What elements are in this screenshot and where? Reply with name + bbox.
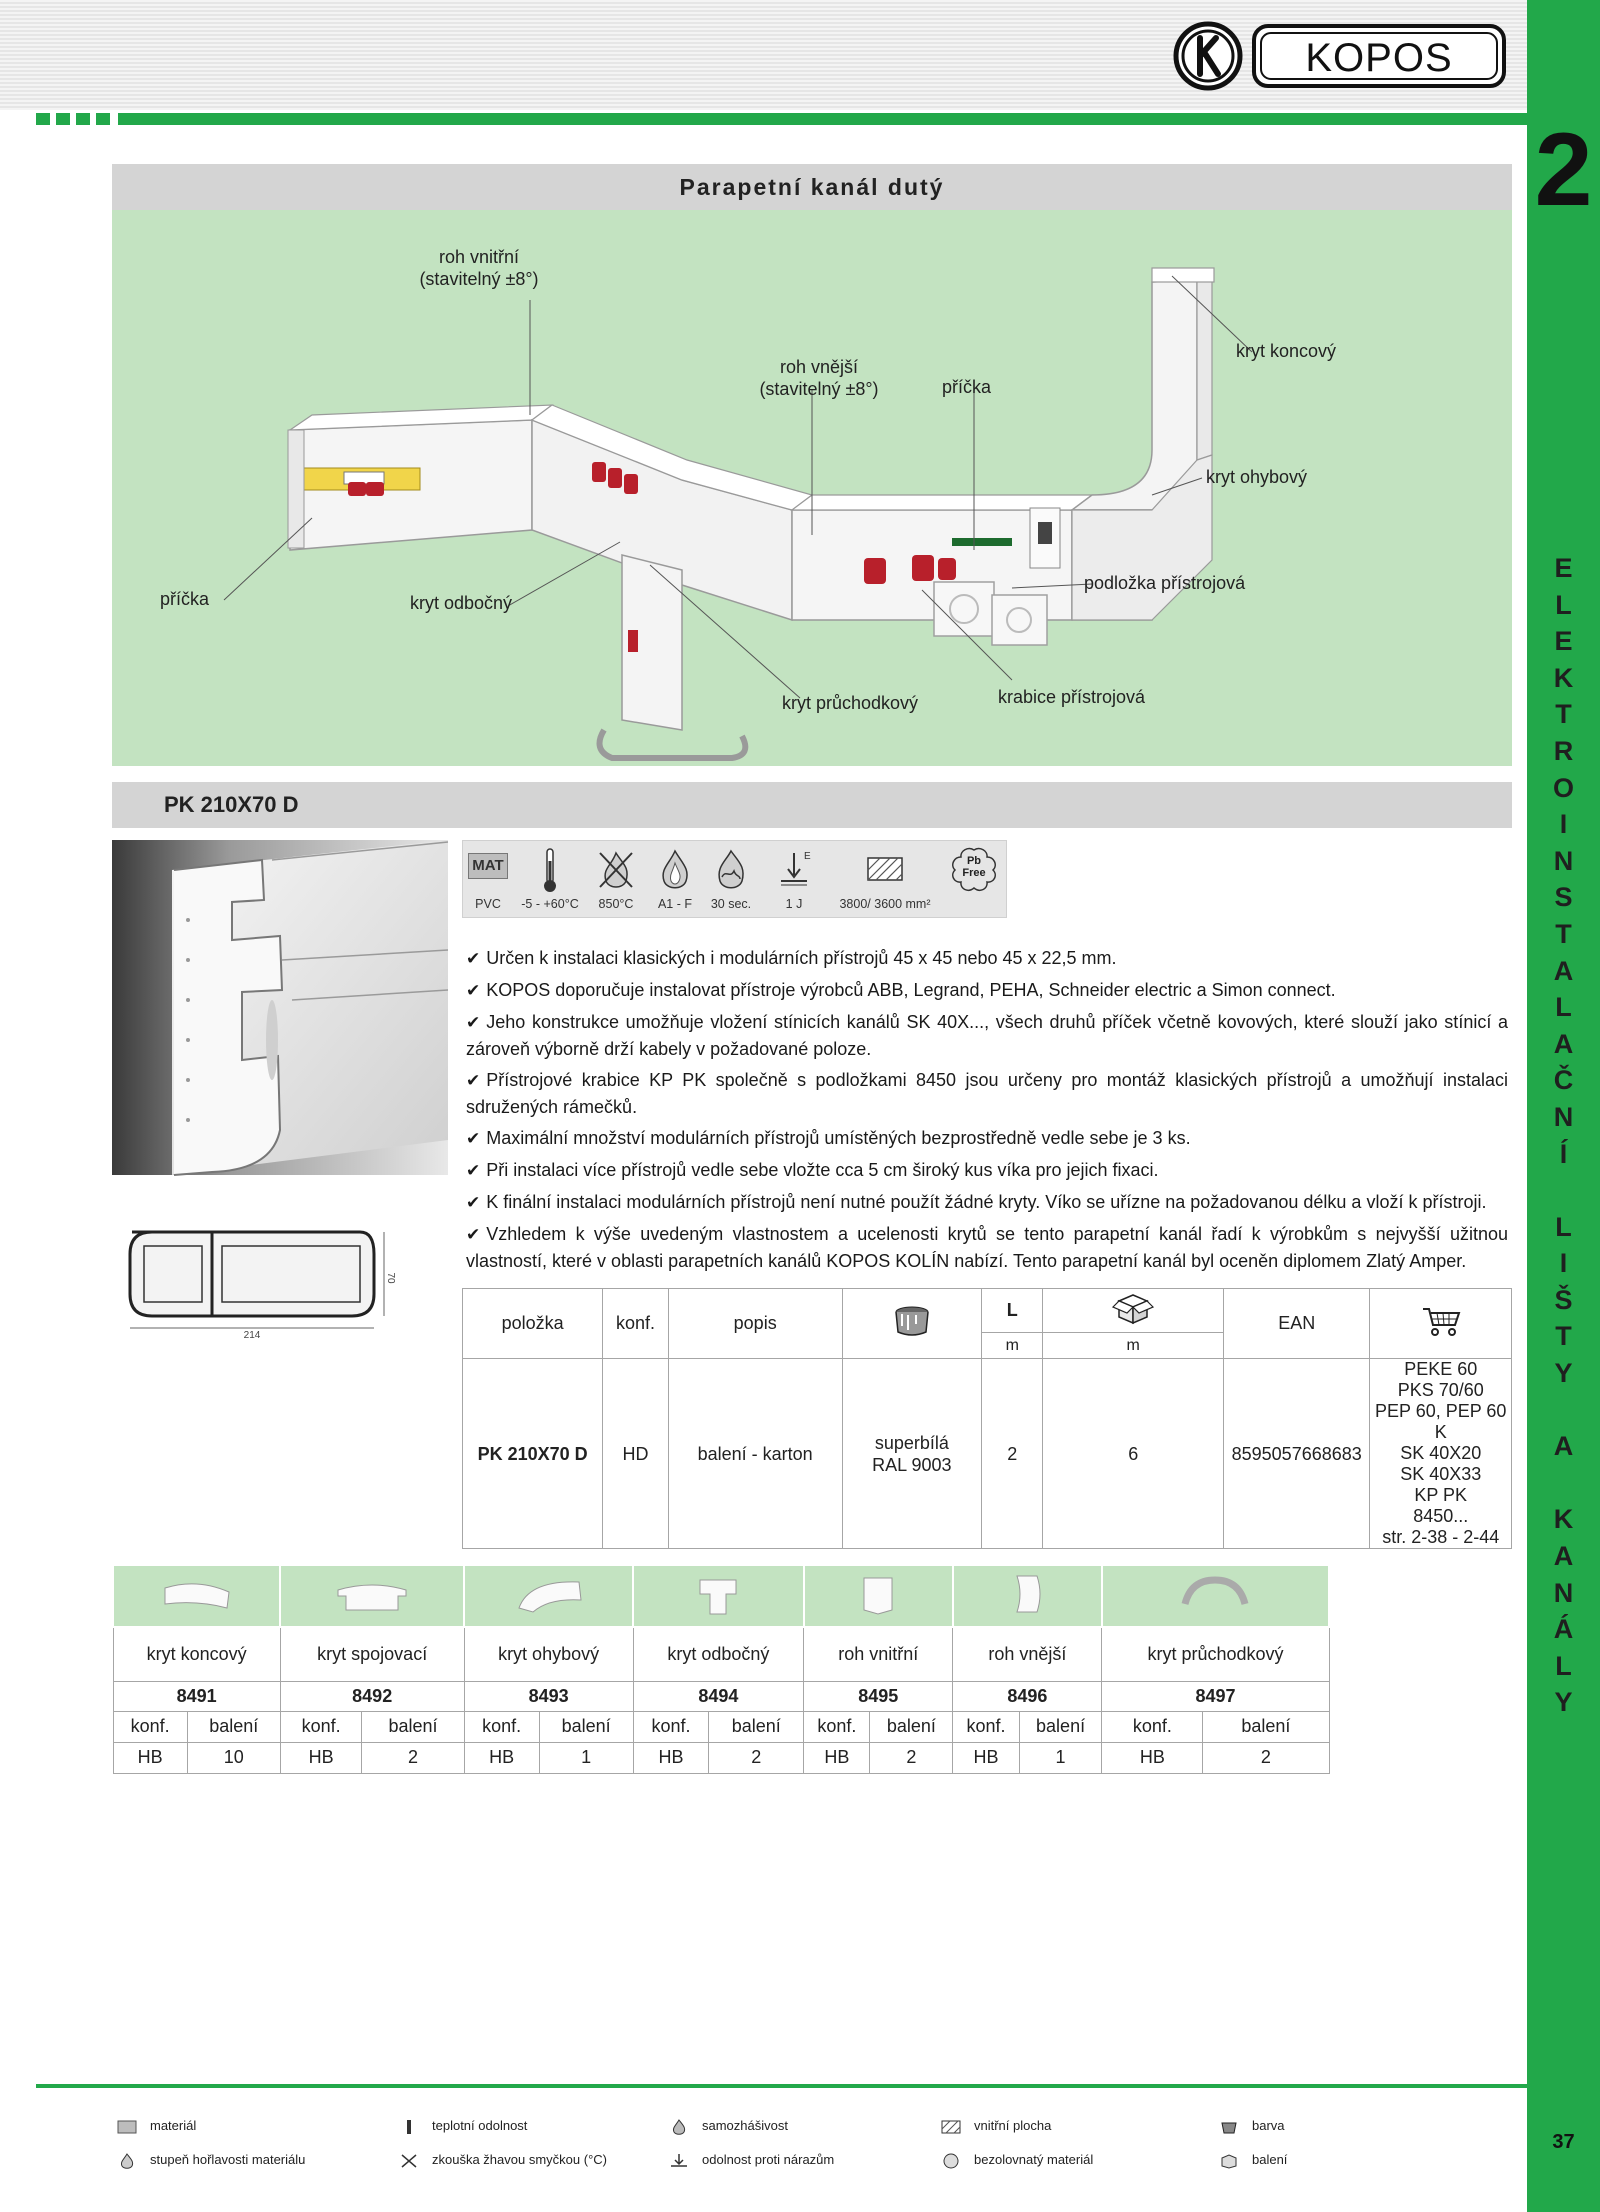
vertical-title-letter: K <box>1553 1504 1574 1535</box>
feature-text: Jeho konstrukce umožňuje vložení stínicích kanálů SK 40X..., všech druhů příček včetně kovových, které slouží jako stínicí a zároveň výborně drží kabely v požadované poloze. <box>466 1012 1508 1059</box>
vertical-title-letter: S <box>1554 882 1573 913</box>
header-square <box>56 113 70 125</box>
vertical-title-letter: Y <box>1554 1687 1573 1718</box>
vertical-title-letter: N <box>1553 845 1574 876</box>
accessory-subheader: balení <box>870 1711 953 1742</box>
accessory-ref: 8450... <box>1413 1506 1469 1526</box>
accessory-subheader: konf. <box>633 1711 709 1742</box>
accessory-code: 8496 <box>953 1681 1102 1711</box>
callout-kryt-pruchodkovy: kryt průchodkový <box>782 693 919 713</box>
accessory-name: kryt ohybový <box>464 1627 633 1681</box>
page-title: Parapetní kanál dutý <box>112 164 1512 210</box>
accessory-image <box>804 1565 953 1627</box>
mat-icon <box>468 853 508 879</box>
mat-icon <box>118 2120 136 2134</box>
callout-podlozka: podložka přístrojová <box>1084 573 1246 593</box>
accessory-baleni: 2 <box>1203 1742 1329 1773</box>
accessory-subheader: balení <box>709 1711 804 1742</box>
legend-label: teplotní odolnost <box>432 2118 528 2133</box>
legend-item <box>670 2118 788 2134</box>
impact-icon <box>777 849 811 889</box>
assembly-diagram <box>112 210 1512 766</box>
accessory-konf: HB <box>464 1742 539 1773</box>
legend-item <box>942 2152 1093 2168</box>
cell-color <box>842 1359 982 1549</box>
vertical-title-letter: R <box>1553 735 1574 766</box>
accessory-name: kryt odbočný <box>633 1627 804 1681</box>
accessory-thumbnail <box>1175 1570 1255 1618</box>
inner-area-cell <box>829 841 941 919</box>
vertical-title-letter: A <box>1553 1028 1574 1059</box>
impact-icon <box>670 2154 688 2168</box>
accessory-subheader: balení <box>362 1711 464 1742</box>
accessory-konf: HB <box>804 1742 870 1773</box>
accessory-thumbnail <box>157 1570 237 1618</box>
accessory-value-row <box>113 1742 1329 1773</box>
vertical-title-letter: L <box>1555 992 1572 1023</box>
legend-label: bezolovnatý materiál <box>974 2152 1094 2167</box>
legend-item <box>942 2118 1051 2134</box>
accessory-image <box>633 1565 804 1627</box>
accessory-image <box>280 1565 464 1627</box>
product-code-bar: PK 210X70 D <box>112 782 1512 828</box>
accessory-konf: HB <box>953 1742 1019 1773</box>
accessory-ref: PKS 70/60 <box>1397 1380 1484 1400</box>
cell-popis: balení - karton <box>668 1359 842 1549</box>
svg-text:KOPOS: KOPOS <box>1305 36 1453 80</box>
accessory-thumbnail <box>332 1570 412 1618</box>
property-icons <box>462 840 1007 918</box>
temperature-value: -5 - +60°C <box>521 897 579 911</box>
accessory-image <box>953 1565 1102 1627</box>
accessory-subheader: konf. <box>280 1711 362 1742</box>
callout-sublabel: (stavitelný ±8°) <box>759 379 879 399</box>
accessory-thumbnail <box>678 1570 758 1618</box>
accessory-name: kryt spojovací <box>280 1627 464 1681</box>
feature-text: Maximální množství modulárních přístrojů umístěných bezprostředně vedle sebe je 3 ks. <box>486 1128 1191 1148</box>
accessory-code-row <box>113 1681 1329 1711</box>
vertical-title-letter: T <box>1555 1321 1572 1352</box>
legend-label: stupeň hořlavosti materiálu <box>150 2152 306 2167</box>
accessory-baleni: 2 <box>870 1742 953 1773</box>
accessory-subheader: konf. <box>464 1711 539 1742</box>
accessory-code: 8491 <box>113 1681 280 1711</box>
box-icon <box>1220 2154 1238 2168</box>
accessory-image-row <box>113 1565 1329 1627</box>
vertical-title <box>1527 550 1600 1721</box>
kopos-logo <box>1170 20 1510 92</box>
cell-konf: HD <box>603 1359 668 1549</box>
feature-item <box>466 1189 1508 1216</box>
accessory-name-row <box>113 1627 1329 1681</box>
accessory-image <box>464 1565 633 1627</box>
glow-wire-icon <box>400 2154 418 2168</box>
legend-label: barva <box>1252 2118 1285 2133</box>
feature-item <box>466 1009 1508 1062</box>
glow-wire-icon <box>596 849 636 891</box>
vertical-title-letter <box>1527 1392 1600 1429</box>
feature-list <box>466 945 1508 1279</box>
thermometer-icon <box>400 2120 418 2134</box>
cell-length: 2 <box>982 1359 1043 1549</box>
accessory-image <box>1102 1565 1329 1627</box>
paint-bucket-icon <box>892 1304 932 1338</box>
color-ral: RAL 9003 <box>872 1454 952 1475</box>
header-square <box>96 113 110 125</box>
header-green-rule <box>118 113 1527 125</box>
pb-free-label: Pb Free <box>962 855 986 879</box>
check-icon: ✔ <box>466 1071 481 1090</box>
feature-text: Při instalaci více přístrojů vedle sebe vložte cca 5 cm široký kus víka pro jejich fixaci. <box>486 1160 1159 1180</box>
header-square <box>36 113 50 125</box>
accessory-ref: SK 40X20 <box>1400 1443 1482 1463</box>
header-square <box>76 113 90 125</box>
legend-label: vnitřní plocha <box>974 2118 1052 2133</box>
accessory-code: 8492 <box>280 1681 464 1711</box>
material-cell <box>463 841 513 919</box>
legend-label: balení <box>1252 2152 1288 2167</box>
feature-text: KOPOS doporučuje instalovat přístroje výrobců ABB, Legrand, PEHA, Schneider electric a Simon connect. <box>486 980 1336 1000</box>
legend-item <box>118 2152 305 2168</box>
callout-roh-vnitrni <box>394 246 564 290</box>
flammability-cell <box>647 841 703 919</box>
accessory-name: roh vnější <box>953 1627 1102 1681</box>
col-ean: EAN <box>1223 1289 1369 1359</box>
mat-label: MAT <box>472 857 504 874</box>
vertical-title-letter: T <box>1555 918 1572 949</box>
accessory-subheader: konf. <box>804 1711 870 1742</box>
accessory-ref: KP PK <box>1414 1485 1468 1505</box>
vertical-title-letter <box>1527 1172 1600 1209</box>
vertical-title-letter: E <box>1554 553 1573 583</box>
vertical-title-letter: Í <box>1559 1138 1568 1169</box>
feature-text: Přístrojové krabice KP PK společně s podložkami 8450 jsou určeny pro montáž klasických přístrojů a umožňují instalaci sdružených rámečků. <box>466 1070 1508 1117</box>
vertical-title-letter: Y <box>1554 1358 1573 1389</box>
cell-ean: 8595057668683 <box>1223 1359 1369 1549</box>
check-icon: ✔ <box>466 949 481 968</box>
legend-item <box>670 2152 834 2168</box>
vertical-title-letter: Š <box>1554 1284 1573 1315</box>
col-popis: popis <box>668 1289 842 1359</box>
callout-krabice: krabice přístrojová <box>998 687 1146 707</box>
accessory-name: kryt průchodkový <box>1102 1627 1329 1681</box>
vertical-title-letter: N <box>1553 1577 1574 1608</box>
feature-text: Určen k instalaci klasických i modulárních přístrojů 45 x 45 nebo 45 x 22,5 mm. <box>486 948 1117 968</box>
legend-label: materiál <box>150 2118 197 2133</box>
accessory-code: 8494 <box>633 1681 804 1711</box>
vertical-title-letter: Á <box>1553 1614 1574 1645</box>
glow-wire-cell <box>587 841 645 919</box>
legend-item <box>400 2118 527 2134</box>
svg-text:70: 70 <box>385 1272 396 1284</box>
vertical-title-letter <box>1527 1465 1600 1502</box>
hatch-icon <box>942 2120 960 2134</box>
flame-icon <box>670 2120 688 2134</box>
feature-item <box>466 945 1508 972</box>
drop-flame-icon <box>658 849 692 891</box>
col-polozka: položka <box>463 1289 603 1359</box>
vertical-title-letter: A <box>1553 1541 1574 1572</box>
col-accessories <box>1370 1289 1512 1359</box>
accessory-subheader: balení <box>539 1711 633 1742</box>
vertical-title-letter: E <box>1554 626 1573 657</box>
impact-value: 1 J <box>785 897 803 911</box>
legend-label: odolnost proti nárazům <box>702 2152 835 2167</box>
material-value: PVC <box>475 897 501 911</box>
callout-roh-vnejsi <box>734 356 904 400</box>
legend-label: samozhášivost <box>702 2118 788 2133</box>
feature-item <box>466 1157 1508 1184</box>
accessory-konf: HB <box>633 1742 709 1773</box>
pb-free-cell <box>941 841 1007 919</box>
cell-package: 6 <box>1043 1359 1224 1549</box>
accessory-thumbnail <box>987 1570 1067 1618</box>
accessory-subheader: balení <box>1019 1711 1102 1742</box>
check-icon: ✔ <box>466 1161 481 1180</box>
vertical-title-letter: L <box>1555 589 1572 620</box>
callout-kryt-odbocny: kryt odbočný <box>410 593 513 613</box>
accessory-baleni: 2 <box>709 1742 804 1773</box>
check-icon: ✔ <box>466 1225 481 1244</box>
col-length: L <box>982 1289 1043 1333</box>
channel-illustration <box>112 210 1512 766</box>
svg-text:214: 214 <box>243 1330 261 1341</box>
footer-rule <box>36 2084 1527 2088</box>
feature-item <box>466 1221 1508 1274</box>
vertical-title-letter: A <box>1553 955 1574 986</box>
unit-length: m <box>982 1333 1043 1359</box>
callout-label: roh vnější <box>779 357 859 377</box>
cross-section-drawing <box>112 1220 396 1341</box>
drop-flame-icon <box>118 2154 136 2168</box>
chapter-number: 2 <box>1534 112 1593 228</box>
product-table <box>462 1288 1512 1549</box>
vertical-title-letter: I <box>1559 809 1568 840</box>
feature-text: K finální instalaci modulárních přístrojů není nutné použít žádné kryty. Víko se uřízne na požadovanou délku a vloží k přístroji. <box>486 1192 1487 1212</box>
check-icon: ✔ <box>466 981 481 1000</box>
legend-item <box>1220 2118 1285 2134</box>
accessory-table <box>112 1564 1330 1774</box>
accessory-subheader: konf. <box>1102 1711 1203 1742</box>
color-name: superbílá <box>874 1432 949 1453</box>
accessory-thumbnail <box>838 1570 918 1618</box>
cart-icon <box>1421 1305 1461 1337</box>
legend-item <box>400 2152 607 2168</box>
callout-kryt-koncovy: kryt koncový <box>1236 341 1337 361</box>
accessory-name: kryt koncový <box>113 1627 280 1681</box>
feature-item <box>466 1125 1508 1152</box>
vertical-title-letter: K <box>1553 662 1574 693</box>
flame-icon <box>712 849 750 891</box>
accessory-ref: str. 2-38 - 2-44 <box>1382 1527 1500 1547</box>
feature-item <box>466 1067 1508 1120</box>
col-konf: konf. <box>603 1289 668 1359</box>
accessory-subheader: konf. <box>113 1711 187 1742</box>
callout-pricka-left: příčka <box>160 589 210 609</box>
accessory-ref: PEKE 60 <box>1404 1359 1478 1379</box>
unit-package: m <box>1043 1333 1224 1359</box>
cell-accessories <box>1370 1359 1512 1549</box>
accessory-code: 8493 <box>464 1681 633 1711</box>
legend-item <box>1220 2152 1287 2168</box>
accessory-subheader: balení <box>1203 1711 1329 1742</box>
page-number: 37 <box>1552 2131 1575 2153</box>
paint-bucket-icon <box>1220 2120 1238 2134</box>
svg-text:E: E <box>804 851 811 862</box>
accessory-code: 8495 <box>804 1681 953 1711</box>
accessory-konf: HB <box>1102 1742 1203 1773</box>
check-icon: ✔ <box>466 1129 481 1148</box>
thermometer-icon <box>543 849 557 893</box>
accessory-thumbnail <box>509 1570 589 1618</box>
accessory-baleni: 1 <box>1019 1742 1102 1773</box>
accessory-subheader: balení <box>187 1711 280 1742</box>
vertical-title-letter: A <box>1553 1431 1574 1462</box>
vertical-title-letter: Č <box>1553 1065 1574 1096</box>
impact-cell <box>759 841 829 919</box>
accessory-image <box>113 1565 280 1627</box>
callout-pricka-top: příčka <box>942 377 992 397</box>
col-package <box>1043 1289 1224 1333</box>
accessory-ref: PEP 60, PEP 60 K <box>1375 1401 1507 1442</box>
accessory-subheader-row <box>113 1711 1329 1742</box>
check-icon: ✔ <box>466 1193 481 1212</box>
cell-polozka: PK 210X70 D <box>463 1359 603 1549</box>
self-extinguish-cell <box>703 841 759 919</box>
hatch-icon <box>867 857 903 887</box>
flammability-value: A1 - F <box>657 897 693 911</box>
accessory-subheader: konf. <box>953 1711 1019 1742</box>
box-icon <box>1111 1291 1155 1325</box>
accessory-baleni: 1 <box>539 1742 633 1773</box>
accessory-name: roh vnitřní <box>804 1627 953 1681</box>
accessory-baleni: 2 <box>362 1742 464 1773</box>
callout-label: roh vnitřní <box>438 247 520 267</box>
temperature-cell <box>515 841 585 919</box>
feature-item <box>466 977 1508 1004</box>
vertical-title-letter: I <box>1559 1248 1568 1279</box>
legend-item <box>118 2118 196 2134</box>
accessory-konf: HB <box>113 1742 187 1773</box>
callout-sublabel: (stavitelný ±8°) <box>419 269 539 289</box>
pb-free-icon <box>942 2154 960 2168</box>
glow-wire-value: 850°C <box>598 897 634 911</box>
inner-area-value: 3800/ 3600 mm² <box>839 897 931 911</box>
accessory-konf: HB <box>280 1742 362 1773</box>
self-extinguish-value: 30 sec. <box>710 897 752 911</box>
vertical-title-letter: O <box>1552 772 1574 803</box>
vertical-title-letter: L <box>1555 1650 1572 1681</box>
table-row <box>463 1359 1512 1549</box>
vertical-title-letter: L <box>1555 1211 1572 1242</box>
callout-kryt-ohybovy: kryt ohybový <box>1206 467 1308 487</box>
vertical-title-letter: N <box>1553 1101 1574 1132</box>
accessory-ref: SK 40X33 <box>1400 1464 1482 1484</box>
col-color <box>842 1289 982 1359</box>
accessory-baleni: 10 <box>187 1742 280 1773</box>
feature-text: Vzhledem k výše uvedeným vlastnostem a ucelenosti krytů se tento parapetní kanál řadí k výrobkům s nejvyšší užitnou vlastností, které v oblasti parapetních kanálů KOPOS KOLÍN nabízí. Tento parapetní kanál byl oceněn diplomem Zlatý Amper. <box>466 1224 1508 1271</box>
profile-photo <box>112 840 448 1175</box>
vertical-title-letter: T <box>1555 699 1572 730</box>
accessory-code: 8497 <box>1102 1681 1329 1711</box>
legend-label: zkouška žhavou smyčkou (°C) <box>432 2152 607 2167</box>
check-icon: ✔ <box>466 1013 481 1032</box>
